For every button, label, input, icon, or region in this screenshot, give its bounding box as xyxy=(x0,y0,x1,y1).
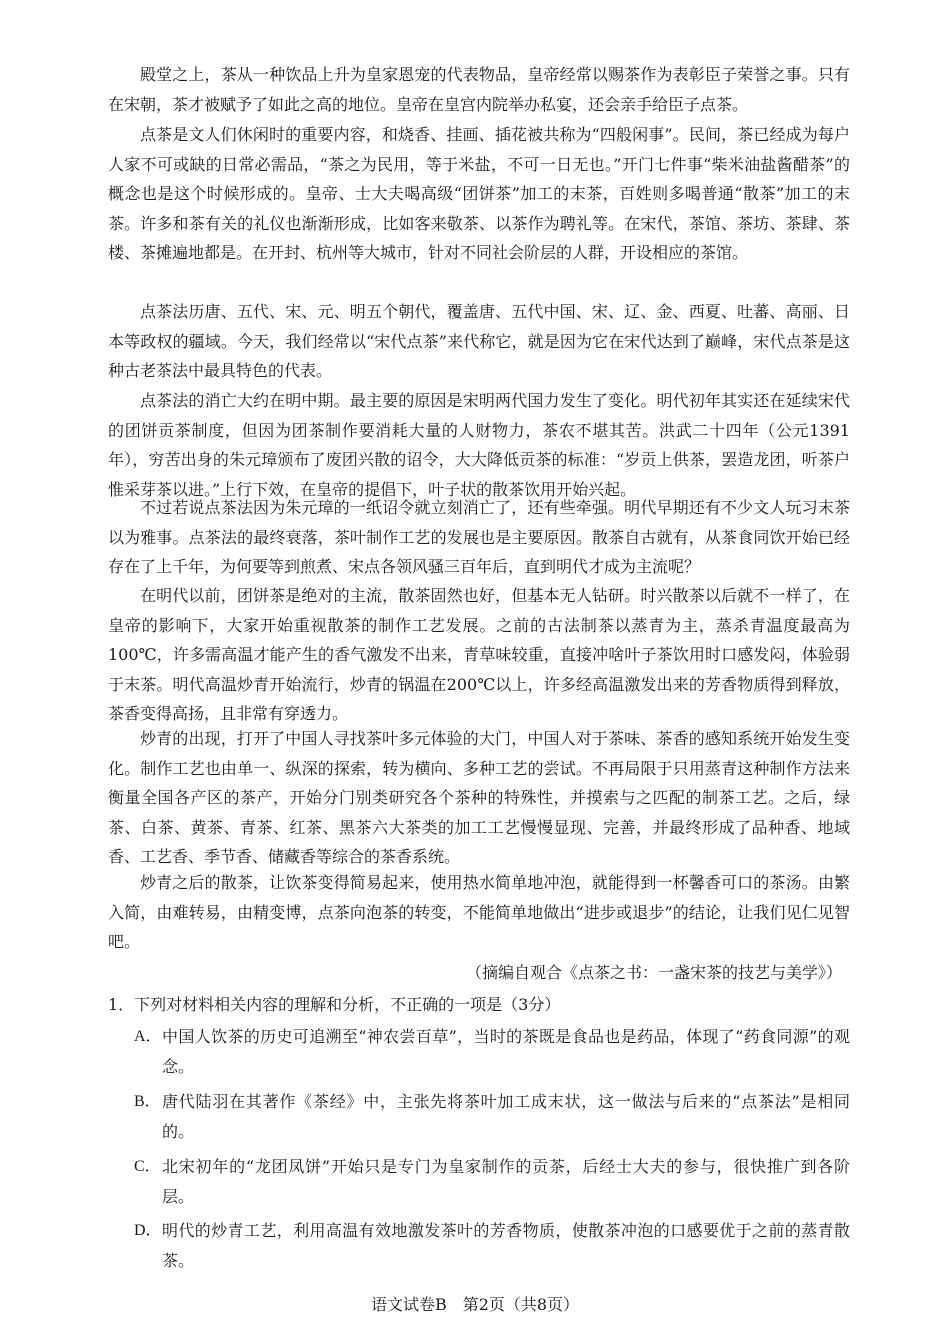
option-text: 唐代陆羽在其著作《茶经》中，主张先将茶叶加工成末状，这一做法与后来的“点茶法”是相同的。 xyxy=(162,1092,850,1141)
option-letter: A． xyxy=(134,1028,162,1045)
option-text: 明代的炒青工艺，利用高温有效地激发茶叶的芳香物质，使散茶冲泡的口感要优于之前的蒸青散茶。 xyxy=(162,1221,850,1270)
option-c[interactable] xyxy=(134,1152,850,1211)
option-text: 北宋初年的“龙团凤饼”开始只是专门为皇家制作的贡茶，后经士大夫的参与，很快推广到各阶层。 xyxy=(162,1157,850,1206)
article-paragraph-2: 点茶是文人们休闲时的重要内容，和烧香、挂画、插花被共称为“四般闲事”。民间，茶已经成为每户人家不可或缺的日常必需品，“茶之为民用，等于米盐，不可一日无也。”开门七件事“柴米油盐酱醋茶”的概念也是这个时候形成的。皇帝、士大夫喝高级“团饼茶”加工的末茶，百姓则多喝普通“散茶”加工的末茶。许多和茶有关的礼仪也渐渐形成，比如客来敬茶、以茶作为聘礼等。在宋代，茶馆、茶坊、茶肆、茶楼、茶摊遍地都是。在开封、杭州等大城市，针对不同社会阶层的人群，开设相应的茶馆。 xyxy=(108,125,850,262)
page-footer: 语文试卷B 第2页（共8页） xyxy=(370,1295,580,1314)
option-a[interactable] xyxy=(134,1022,850,1081)
option-text: 中国人饮茶的历史可追溯至“神农尝百草”，当时的茶既是食品也是药品，体现了“药食同源”的观念。 xyxy=(162,1027,850,1076)
option-letter: B． xyxy=(134,1093,161,1110)
article-paragraph-3: 点茶法历唐、五代、宋、元、明五个朝代，覆盖唐、五代中国、宋、辽、金、西夏、吐蕃、高丽、日本等政权的疆域。今天，我们经常以“宋代点茶”来代称它，就是因为它在宋代达到了巅峰，宋代点茶是这种古老茶法中最具特色的代表。 xyxy=(108,302,850,380)
article-paragraph-5: 不过若说点茶法因为朱元璋的一纸诏令就立刻消亡了，还有些牵强。明代早期还有不少文人玩习末茶以为雅事。点茶法的最终衰落，茶叶制作工艺的发展也是主要原因。散茶自古就有，从茶食同饮开始已经存在了上千年，为何要等到煎煮、宋点各领风骚三百年后，直到明代才成为主流呢？ xyxy=(108,498,850,576)
article-source: （摘编自观合《点茶之书：一盏宋茶的技艺与美学》） xyxy=(465,963,842,982)
article-paragraph-8: 炒青之后的散茶，让饮茶变得简易起来，使用热水简单地冲泡，就能得到一杯馨香可口的茶汤。由繁入简，由难转易，由精变博，点茶向泡茶的转变，不能简单地做出“进步或退步”的结论，让我们见仁见智吧。 xyxy=(108,873,850,951)
article-paragraph-1: 殿堂之上，茶从一种饮品上升为皇家恩宠的代表物品，皇帝经常以赐茶作为表彰臣子荣誉之事。只有在宋朝，茶才被赋予了如此之高的地位。皇帝在皇宫内院举办私宴，还会亲手给臣子点茶。 xyxy=(108,65,850,114)
option-letter: C． xyxy=(134,1158,161,1175)
question-1-stem: 1．下列对材料相关内容的理解和分析，不正确的一项是（3分） xyxy=(108,995,561,1014)
article-paragraph-6: 在明代以前，团饼茶是绝对的主流，散茶固然也好，但基本无人钻研。时兴散茶以后就不一样了，在皇帝的影响下，大家开始重视散茶的制作工艺发展。之前的古法制茶以蒸青为主，蒸杀青温度最高为100℃，许多需高温才能产生的香气激发不出来，青草味较重，直接冲啥叶子茶饮用时口感发闷，体验弱于末茶。明代高温炒青开始流行，炒青的锅温在200℃以上，许多经高温激发出来的芳香物质得到释放，茶香变得高扬，且非常有穿透力。 xyxy=(108,586,850,723)
option-d[interactable] xyxy=(134,1216,850,1275)
option-b[interactable] xyxy=(134,1087,850,1146)
article-paragraph-4: 点茶法的消亡大约在明中期。最主要的原因是宋明两代国力发生了变化。明代初年其实还在延续宋代的团饼贡茶制度，但因为团茶制作要消耗大量的人财物力，茶农不堪其苦。洪武二十四年（公元1391年），穷苦出身的朱元璋颁布了废团兴散的诏令，大大降低贡茶的标准：“岁贡上供茶，罢造龙团，听茶户惟采芽茶以进。”上行下效，在皇帝的提倡下，叶子状的散茶饮用开始兴起。 xyxy=(108,391,850,499)
article-paragraph-7: 炒青的出现，打开了中国人寻找茶叶多元体验的大门，中国人对于茶味、茶香的感知系统开始发生变化。制作工艺也由单一、纵深的探索，转为横向、多种工艺的尝试。不再局限于只用蒸青这种制作方法来衡量全国各产区的茶产，开始分门别类研究各个茶种的特殊性，并摸索与之匹配的制茶工艺。之后，绿茶、白茶、黄茶、青茶、红茶、黑茶六大茶类的加工工艺慢慢显现、完善，并最终形成了品种香、地域香、工艺香、季节香、储藏香等综合的茶香系统。 xyxy=(108,729,850,866)
option-letter: D． xyxy=(134,1222,162,1239)
